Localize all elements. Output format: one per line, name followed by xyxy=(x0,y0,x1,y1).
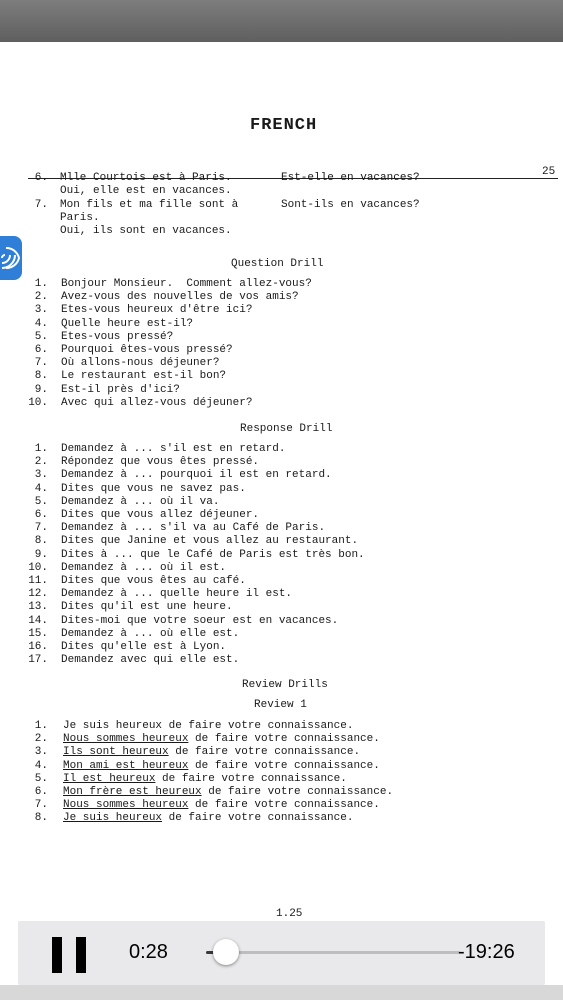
top-toolbar xyxy=(0,0,563,42)
review-underlined-subject: Mon ami est heureux xyxy=(63,759,189,772)
review-underlined-subject: Nous sommes heureux xyxy=(63,799,189,812)
response-item: Dites que vous ne savez pas. xyxy=(61,482,246,495)
question-item: Quelle heure est-il? xyxy=(61,317,194,330)
review-rest: de faire votre connaissance. xyxy=(188,799,380,812)
item-line: Paris. xyxy=(60,212,100,224)
audio-player xyxy=(18,921,545,985)
question-number: 3. xyxy=(34,304,48,317)
response-number: 10. xyxy=(28,561,48,574)
document-page xyxy=(0,42,563,920)
review-underlined-subject: Il est heureux xyxy=(63,772,156,785)
review-item xyxy=(63,746,360,759)
response-item: Dites-moi que votre soeur est en vacances. xyxy=(61,614,339,627)
question-item: Pourquoi êtes-vous pressé? xyxy=(61,344,233,356)
pause-icon xyxy=(52,937,62,973)
item-question: Sont-ils en vacances? xyxy=(281,199,420,211)
review-rest: de faire votre connaissance. xyxy=(155,772,347,785)
review-rest: de faire votre connaissance. xyxy=(188,733,380,746)
review-number: 4. xyxy=(34,759,48,772)
item-number: 7. xyxy=(34,199,48,211)
response-item: Dites que vous êtes au café. xyxy=(61,575,246,587)
response-item: Demandez à ... quelle heure il est. xyxy=(61,588,293,601)
response-number: 7. xyxy=(34,522,48,535)
review-rest: de faire votre connaissance. xyxy=(168,746,361,759)
question-number: 8. xyxy=(34,370,48,383)
response-number: 14. xyxy=(28,614,48,627)
response-item: Répondez que vous êtes pressé. xyxy=(61,456,260,469)
review-rest: de faire votre connaissance. xyxy=(162,812,354,825)
question-number: 4. xyxy=(34,317,48,330)
remaining-time: -19:26 xyxy=(458,941,515,963)
response-number: 2. xyxy=(34,456,48,469)
review-underlined-subject: Mon frère est heureux xyxy=(63,786,202,798)
review-number: 2. xyxy=(34,733,48,746)
response-number: 4. xyxy=(34,482,48,495)
response-item: Demandez à ... s'il est en retard. xyxy=(61,443,286,455)
review-item xyxy=(63,720,353,733)
review-item xyxy=(63,799,380,812)
review-rest: de faire votre connaissance. xyxy=(201,786,394,798)
review-underlined-subject: Ils sont heureux xyxy=(63,746,169,759)
review-number: 5. xyxy=(34,772,48,785)
review-rest: de faire votre connaissance. xyxy=(188,759,380,772)
response-number: 15. xyxy=(28,627,48,640)
question-number: 7. xyxy=(34,357,48,370)
review-rest: Je suis heureux de faire votre connaissance. xyxy=(63,720,354,732)
elapsed-time: 0:28 xyxy=(129,941,168,963)
response-drill-title: Response Drill xyxy=(240,423,333,435)
review-drills-title: Review Drills xyxy=(242,679,328,691)
response-item: Demandez à ... où il va. xyxy=(61,495,220,508)
response-number: 6. xyxy=(34,509,48,521)
review-item xyxy=(63,733,380,746)
review-subtitle: Review 1 xyxy=(254,699,307,711)
footer-page-label: 1.25 xyxy=(276,908,303,920)
question-number: 1. xyxy=(34,278,48,290)
response-item: Dites qu'elle est à Lyon. xyxy=(61,641,227,653)
page-number: 25 xyxy=(542,166,556,178)
review-underlined-subject: Nous sommes heureux xyxy=(63,733,189,746)
review-number: 8. xyxy=(34,812,48,825)
response-item: Dites à ... que le Café de Paris est très bon. xyxy=(61,548,365,561)
question-number: 9. xyxy=(34,383,48,396)
item-question: Est-elle en vacances? xyxy=(281,172,420,184)
question-item: Avec qui allez-vous déjeuner? xyxy=(61,396,253,409)
response-item: Demandez à ... où il est. xyxy=(61,561,227,574)
review-number: 6. xyxy=(34,786,48,798)
response-item: Dites que Janine et vous allez au restaurant. xyxy=(61,535,359,548)
response-number: 1. xyxy=(34,443,48,455)
response-number: 5. xyxy=(34,495,48,508)
question-item: Bonjour Monsieur. Comment allez-vous? xyxy=(61,278,312,290)
question-item: Etes-vous pressé? xyxy=(61,330,174,343)
review-number: 1. xyxy=(34,720,48,732)
question-item: Est-il près d'ici? xyxy=(61,383,180,396)
response-number: 3. xyxy=(34,469,48,482)
question-drill-title: Question Drill xyxy=(231,258,324,270)
question-number: 5. xyxy=(34,330,48,343)
item-line: Oui, elle est en vacances. xyxy=(60,185,232,197)
response-number: 11. xyxy=(28,575,48,587)
question-item: Etes-vous heureux d'être ici? xyxy=(61,304,253,317)
question-number: 6. xyxy=(34,344,48,356)
review-item xyxy=(63,786,393,799)
question-item: Avez-vous des nouvelles de vos amis? xyxy=(61,291,299,304)
item-line: Mlle Courtois est à Paris. xyxy=(60,172,232,184)
item-line: Mon fils et ma fille sont à xyxy=(60,199,239,211)
response-number: 17. xyxy=(28,654,48,667)
response-item: Demandez avec qui elle est. xyxy=(61,654,240,667)
pause-icon-bar xyxy=(76,937,86,973)
response-item: Demandez à ... où elle est. xyxy=(61,627,240,640)
response-item: Dites qu'il est une heure. xyxy=(61,601,233,614)
response-item: Demandez à ... s'il va au Café de Paris. xyxy=(61,522,326,535)
question-number: 2. xyxy=(34,291,48,304)
response-item: Demandez à ... pourquoi il est en retard. xyxy=(61,469,332,482)
review-number: 7. xyxy=(34,799,48,812)
response-number: 8. xyxy=(34,535,48,548)
review-number: 3. xyxy=(34,746,48,759)
question-item: Le restaurant est-il bon? xyxy=(61,370,227,383)
audio-tab[interactable] xyxy=(0,236,22,280)
page-header-title: FRENCH xyxy=(250,116,318,135)
question-number: 10. xyxy=(28,396,48,409)
response-number: 13. xyxy=(28,601,48,614)
response-number: 16. xyxy=(28,641,48,653)
review-item xyxy=(63,760,380,773)
response-number: 9. xyxy=(34,548,48,561)
speaker-icon xyxy=(0,246,22,270)
response-item: Dites que vous allez déjeuner. xyxy=(61,509,260,521)
item-number: 6. xyxy=(34,172,48,184)
review-item xyxy=(63,773,347,786)
item-line: Oui, ils sont en vacances. xyxy=(60,225,232,237)
bottom-strip xyxy=(0,985,563,1000)
question-item: Où allons-nous déjeuner? xyxy=(61,357,220,370)
review-underlined-subject: Je suis heureux xyxy=(63,812,163,825)
progress-thumb[interactable] xyxy=(213,939,239,965)
response-number: 12. xyxy=(28,588,48,601)
review-item xyxy=(63,812,353,825)
progress-track[interactable] xyxy=(206,951,460,954)
pause-button[interactable] xyxy=(52,937,86,973)
